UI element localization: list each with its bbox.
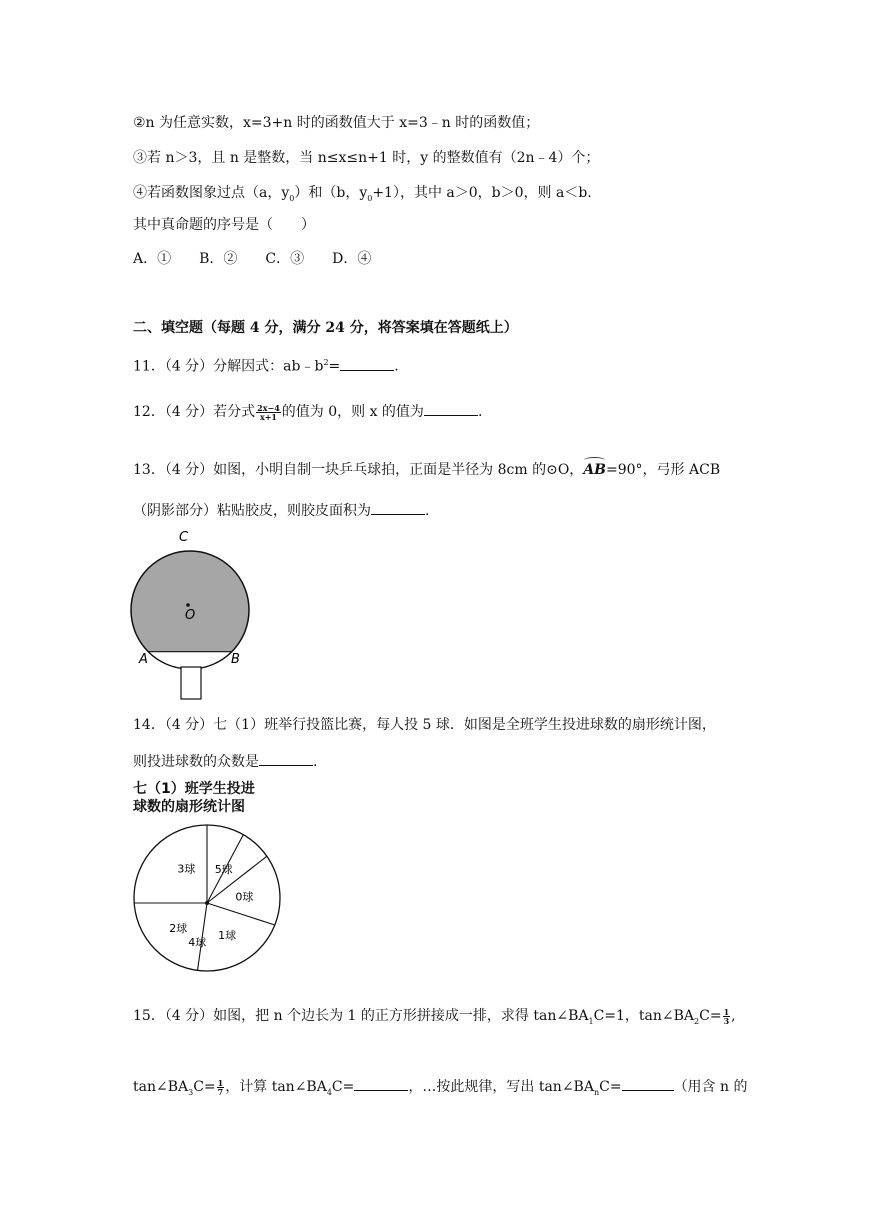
q11-text: 11．（4 分）分解因式：ab﹣b xyxy=(133,358,324,375)
fraction-denominator: 3 xyxy=(723,1015,730,1026)
q14-line-2 xyxy=(133,751,317,772)
pie-center-point xyxy=(205,901,209,905)
q11-equals: = xyxy=(328,358,341,375)
q15-line-2 xyxy=(133,1076,747,1103)
q11-line xyxy=(133,353,399,377)
small-segment xyxy=(148,652,231,669)
fraction xyxy=(256,404,281,421)
pie-slice-label: 3球 xyxy=(177,862,196,876)
q13-text-post: =90°，弓形 ACB xyxy=(606,462,721,478)
pie-title-line-2: 球数的扇形统计图 xyxy=(133,799,245,815)
label-a: A xyxy=(139,652,148,667)
q12-end: . xyxy=(477,404,483,420)
subscript: 4 xyxy=(326,1087,332,1097)
q14-text: 则投进球数的众数是 xyxy=(133,754,259,770)
q13-line-2 xyxy=(133,500,429,521)
pie-slice-label: 4球 xyxy=(188,935,207,949)
q13-line-1 xyxy=(133,460,720,480)
q10-ask: 其中真命题的序号是（ ） xyxy=(133,217,315,233)
q14-line-1: 14．（4 分）七（1）班举行投篮比赛，每人投 5 球．如图是全班学生投进球数的扇形统计图， xyxy=(133,717,716,733)
q15-text: C= xyxy=(331,1079,355,1095)
q15-line-1 xyxy=(133,1006,736,1032)
q14-end: . xyxy=(313,754,318,770)
q15-text: ，计算 tan∠BA xyxy=(225,1079,327,1095)
q15-text: 15．（4 分）如图，把 n 个边长为 1 的正方形拼接成一排，求得 tan∠BA xyxy=(133,1008,589,1024)
fraction xyxy=(217,1079,225,1096)
q11-end: . xyxy=(394,358,399,375)
q15-text: C= xyxy=(699,1008,722,1024)
fraction-denominator: 7 xyxy=(217,1086,224,1097)
q15-text: tan∠BA xyxy=(133,1079,189,1095)
q15-text: C= xyxy=(193,1079,216,1095)
pie-slice-label: 2球 xyxy=(169,921,188,935)
label-b: B xyxy=(231,652,240,667)
q10-option-4 xyxy=(133,183,592,209)
q15-text: ，…按此规律，写出 tan∠BA xyxy=(408,1079,594,1095)
arc-ab-label: AB xyxy=(583,462,607,478)
paddle-figure xyxy=(125,525,265,703)
answer-blank[interactable] xyxy=(354,1076,408,1091)
answer-blank[interactable] xyxy=(424,401,478,416)
q10-opt4-part: +1），其中 a＞0，b＞0，则 a＜b. xyxy=(372,185,592,201)
answer-blank[interactable] xyxy=(340,356,394,371)
paddle-handle xyxy=(181,667,201,699)
pie-chart xyxy=(128,818,288,978)
subscript: 0 xyxy=(289,193,295,203)
q13-end: . xyxy=(425,503,430,519)
answer-blank[interactable] xyxy=(622,1076,674,1091)
q10-choices: A．① B．② C．③ D．④ xyxy=(133,251,372,267)
fraction-denominator: x+1 xyxy=(259,411,277,422)
superscript: 2 xyxy=(323,358,329,367)
label-c: C xyxy=(179,530,189,545)
q15-text: （用含 n 的 xyxy=(673,1079,748,1095)
q10-opt4-part: ④若函数图象过点（a，y xyxy=(133,185,290,201)
pie-title-line-1: 七（1）班学生投进 xyxy=(133,781,255,797)
subscript: 3 xyxy=(188,1087,194,1097)
q15-text: , xyxy=(731,1008,736,1024)
fraction xyxy=(723,1008,731,1025)
subscript: n xyxy=(593,1087,600,1097)
answer-blank[interactable] xyxy=(371,500,425,515)
section-heading: 二、填空题（每题 4 分，满分 24 分，将答案填在答题纸上） xyxy=(133,320,518,336)
answer-blank[interactable] xyxy=(259,751,313,766)
q10-option-2: ②n 为任意实数，x=3+n 时的函数值大于 x=3﹣n 时的函数值； xyxy=(133,115,540,131)
q12-line xyxy=(133,401,482,422)
pie-title xyxy=(133,780,255,816)
subscript: 1 xyxy=(588,1016,594,1026)
subscript: 0 xyxy=(367,193,373,203)
q15-text: C= xyxy=(599,1079,622,1095)
q13-text: 13．（4 分）如图，小明自制一块乒乓球拍，正面是半径为 8cm 的⊙O， xyxy=(133,462,584,478)
pie-slice-label: 1球 xyxy=(218,929,237,943)
q13-text: （阴影部分）粘贴胶皮，则胶皮面积为 xyxy=(133,503,371,519)
q10-opt4-part: ）和（b，y xyxy=(294,185,368,201)
center-point xyxy=(186,603,190,607)
q12-text-post: 的值为 0，则 x 的值为 xyxy=(281,404,424,420)
pie-slice-label: 0球 xyxy=(235,890,254,904)
label-o: O xyxy=(185,608,196,623)
pie-slice-label: 5球 xyxy=(214,862,233,876)
q15-text: C=1，tan∠BA xyxy=(593,1008,695,1024)
fraction-numerator: 1 xyxy=(217,1077,224,1088)
subscript: 2 xyxy=(694,1016,700,1026)
fraction-numerator: 2x−4 xyxy=(257,402,280,413)
fraction-numerator: 1 xyxy=(723,1006,730,1017)
q12-text: 12．（4 分）若分式 xyxy=(133,404,256,420)
q10-option-3: ③若 n＞3，且 n 是整数，当 n≤x≤n+1 时，y 的整数值有（2n﹣4）个； xyxy=(133,150,600,166)
